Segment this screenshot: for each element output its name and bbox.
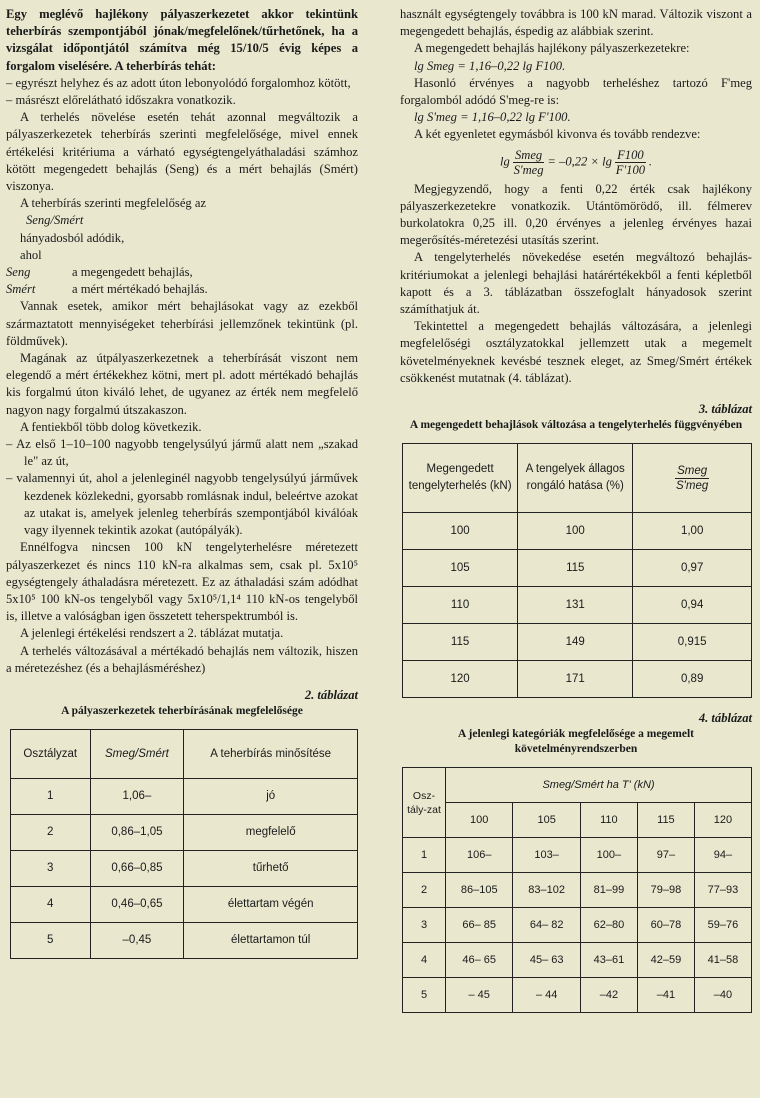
table-row bbox=[403, 978, 752, 1013]
table-row bbox=[403, 661, 752, 698]
table-cell: –0,45 bbox=[90, 923, 184, 959]
table-header-cell: A tengelyek állagos rongáló hatása (%) bbox=[518, 444, 633, 513]
table-cell: 86–105 bbox=[446, 873, 513, 908]
paragraph: Hasonló érvényes a nagyobb terheléshez tartozó F'meg forgalomból adódó S'meg-re is: bbox=[400, 75, 752, 108]
table-cell: 81–99 bbox=[580, 873, 637, 908]
table-number: 3. táblázat bbox=[698, 402, 752, 417]
table-header-cell: A teherbírás minősítése bbox=[184, 730, 358, 779]
table-cell: –41 bbox=[637, 978, 694, 1013]
table-2 bbox=[10, 729, 358, 959]
paragraph: A terhelés növelése esetén tehát azonnal megváltozik a pályaszerkezetek teherbírás szerinti megfelelősége, mivel ennek értékelési kritériuma a várható egységtengelyáthaladási számhoz kötött megengedett behajlás (Seng) és a mért behajlás (Smért) viszonya. bbox=[6, 110, 358, 194]
paragraph: Magának az útpályaszerkezetnek a teherbírását viszont nem elegendő a mért értékekhez kötni, mert pl. adott mértékadó behajlás kis forgalmú úton kiváló lehet, de ugyanez az érték nem megfelelő nagyon nagy forgalmú útszakaszon. bbox=[6, 351, 358, 417]
table-cell: 46– 65 bbox=[446, 943, 513, 978]
table-cell: 120 bbox=[403, 661, 518, 698]
table-cell: 66– 85 bbox=[446, 908, 513, 943]
table-cell: 77–93 bbox=[694, 873, 751, 908]
table-cell: 43–61 bbox=[580, 943, 637, 978]
definition-term: Smért bbox=[6, 282, 36, 297]
table-3 bbox=[402, 443, 752, 698]
definition-text: a mért mértékadó behajlás. bbox=[72, 282, 208, 297]
table-header-row bbox=[403, 444, 752, 513]
table-title: A jelenlegi kategóriák megfelelősége a megemelt követelményrendszerben bbox=[458, 728, 694, 756]
left-column bbox=[6, 6, 358, 959]
table-cell: 1 bbox=[403, 838, 446, 873]
table-cell: 105 bbox=[403, 550, 518, 587]
paragraph: A tengelyterhelés növekedése esetén megváltozó behajlás-kritériumokat a jelenlegi behajlási határértékekből a fenti képletből kapott és a 3. táblázatban összefoglalt hányadosok szerint számíthatjuk át. bbox=[400, 250, 752, 317]
table-cell: 0,46–0,65 bbox=[90, 887, 184, 923]
table-cell: 42–59 bbox=[637, 943, 694, 978]
definition-row bbox=[6, 281, 358, 298]
table-cell: 1,00 bbox=[633, 513, 752, 550]
table-cell: 45– 63 bbox=[513, 943, 580, 978]
table-cell: jó bbox=[184, 779, 358, 815]
equation-part: = –0,22 × lg bbox=[547, 154, 612, 169]
table-row bbox=[11, 923, 358, 959]
bullet-item: – másrészt előrelátható időszakra vonatkozik. bbox=[6, 93, 236, 108]
table-header-row bbox=[11, 730, 358, 779]
table-cell: 0,97 bbox=[633, 550, 752, 587]
bullet-item: – Az első 1–10–100 nagyobb tengelysúlyú jármű alatt nem „szakad le" az út, bbox=[6, 437, 358, 469]
table-header-row bbox=[403, 803, 752, 838]
fraction bbox=[615, 148, 646, 177]
equation-part: lg bbox=[499, 154, 510, 169]
table-header-cell: Smeg/Smért bbox=[90, 730, 184, 779]
table-row bbox=[403, 587, 752, 624]
table-cell: élettartam végén bbox=[184, 887, 358, 923]
table-cell: 1 bbox=[11, 779, 91, 815]
table-cell: 4 bbox=[11, 887, 91, 923]
table-cell: 2 bbox=[403, 873, 446, 908]
table-row bbox=[403, 550, 752, 587]
table-header-cell bbox=[633, 444, 752, 513]
table-header-cell: 100 bbox=[446, 803, 513, 838]
table-cell: 4 bbox=[403, 943, 446, 978]
fraction-numerator: Smeg bbox=[514, 147, 543, 162]
fraction-numerator: F100 bbox=[617, 147, 644, 162]
paragraph: A két egyenletet egymásból kivonva és tovább rendezve: bbox=[414, 127, 701, 142]
formula: lg S'meg = 1,16–0,22 lg F'100. bbox=[414, 110, 571, 125]
paragraph: A megengedett behajlás hajlékony pályaszerkezetekre: bbox=[414, 41, 690, 56]
table-cell: –42 bbox=[580, 978, 637, 1013]
table-cell: 100– bbox=[580, 838, 637, 873]
table-header-cell: Smeg/Smért ha T' (kN) bbox=[446, 768, 752, 803]
table-cell: 100 bbox=[403, 513, 518, 550]
fraction bbox=[513, 148, 544, 177]
table-cell: 62–80 bbox=[580, 908, 637, 943]
table-header-cell: 110 bbox=[580, 803, 637, 838]
table-cell: 5 bbox=[403, 978, 446, 1013]
paragraph: Vannak esetek, amikor mért behajlásokat vagy az ezekből származtatott mennyiségeket teherbírási jellemzőnek tekintünk (pl. földművek). bbox=[6, 299, 358, 348]
table-cell: 149 bbox=[518, 624, 633, 661]
paragraph: A fentiekből több dolog következik. bbox=[20, 419, 202, 434]
table-row bbox=[403, 513, 752, 550]
table-cell: –40 bbox=[694, 978, 751, 1013]
fraction bbox=[675, 464, 709, 493]
table-cell: 59–76 bbox=[694, 908, 751, 943]
table-header-cell: 120 bbox=[694, 803, 751, 838]
table-cell: – 45 bbox=[446, 978, 513, 1013]
table-cell: 106– bbox=[446, 838, 513, 873]
table-header-cell: Osztályzat bbox=[11, 730, 91, 779]
table-cell: 110 bbox=[403, 587, 518, 624]
paragraph: használt egységtengely továbbra is 100 kN marad. Változik viszont a megengedett behajlás, éspedig az alábbiak szerint. bbox=[400, 7, 752, 39]
table-row bbox=[11, 779, 358, 815]
table-cell: 3 bbox=[403, 908, 446, 943]
table-row bbox=[403, 624, 752, 661]
table-number: 4. táblázat bbox=[698, 711, 752, 726]
table-cell: tűrhető bbox=[184, 851, 358, 887]
table-title: A megengedett behajlások változása a tengelyterhelés függvényében bbox=[409, 419, 743, 432]
paragraph: Megjegyzendő, hogy a fenti 0,22 érték csak hajlékony pályaszerkezetekre vonatkozik. Utántömörödő, ill. félmerev burkolatokra 0,25 ill. 0,20 érvényes a jelenleg érvényes hazai megerősítés-méretezési utasítás szerint. bbox=[400, 181, 752, 248]
table-cell: 0,89 bbox=[633, 661, 752, 698]
table-row bbox=[11, 887, 358, 923]
table-cell: 0,86–1,05 bbox=[90, 815, 184, 851]
table-row bbox=[403, 873, 752, 908]
table-row bbox=[11, 851, 358, 887]
table-cell: 83–102 bbox=[513, 873, 580, 908]
equation bbox=[400, 148, 752, 177]
table-cell: 171 bbox=[518, 661, 633, 698]
table-cell: 100 bbox=[518, 513, 633, 550]
table-title: A pályaszerkezetek teherbírásának megfelelősége bbox=[61, 705, 303, 718]
table-cell: 64– 82 bbox=[513, 908, 580, 943]
definition-term: Seng bbox=[6, 265, 31, 280]
paragraph: Tekintettel a megengedett behajlás változására, a jelenlegi megfelelőségi osztályzatokkal jellemzett utak a megemelt követelményeknek kevésbé tesznek eleget, az Smeg/Smért értékek csökkenést mutatnak (4. táblázat). bbox=[400, 319, 752, 385]
formula: Seng/Smért bbox=[26, 213, 84, 228]
paragraph: A terhelés változásával a mértékadó behajlás nem változik, hiszen a méretezéshez (és a behajlásméréshez) bbox=[6, 643, 358, 675]
definition-row bbox=[6, 264, 358, 281]
table-header-row bbox=[403, 768, 752, 803]
table-cell: 115 bbox=[518, 550, 633, 587]
table-row bbox=[403, 943, 752, 978]
equation-part: . bbox=[648, 154, 653, 169]
table-4 bbox=[402, 767, 752, 1013]
table-row bbox=[11, 815, 358, 851]
table-header-cell: 105 bbox=[513, 803, 580, 838]
table-header-cell: Megengedett tengelyterhelés (kN) bbox=[403, 444, 518, 513]
paragraph: A teherbírás szerinti megfelelőség az bbox=[20, 196, 207, 211]
table-cell: 94– bbox=[694, 838, 751, 873]
table-cell: – 44 bbox=[513, 978, 580, 1013]
definition-text: a megengedett behajlás, bbox=[72, 265, 193, 280]
table-row bbox=[403, 908, 752, 943]
table-cell: 3 bbox=[11, 851, 91, 887]
table-cell: 103– bbox=[513, 838, 580, 873]
table-cell: 5 bbox=[11, 923, 91, 959]
fraction-denominator: F'100 bbox=[615, 162, 646, 177]
table-cell: 79–98 bbox=[637, 873, 694, 908]
formula: lg Smeg = 1,16–0,22 lg F100. bbox=[414, 58, 566, 73]
table-cell: 2 bbox=[11, 815, 91, 851]
paragraph: ahol bbox=[20, 247, 42, 262]
paragraph: Egy meglévő hajlékony pályaszerkezetet akkor tekintünk teherbírás szempontjából jónak/megfelelőnek/tűrhetőnek, ha a vizsgálat időpontjától számítva még 15/10/5 évig képes a forgalom viselésére. A teherbírás tehát: bbox=[6, 7, 358, 73]
right-column bbox=[400, 6, 752, 1013]
table-cell: megfelelő bbox=[184, 815, 358, 851]
fraction-denominator: S'meg bbox=[676, 479, 709, 492]
table-cell: 60–78 bbox=[637, 908, 694, 943]
paragraph: hányadosból adódik, bbox=[20, 230, 125, 245]
paragraph: A jelenlegi értékelési rendszert a 2. táblázat mutatja. bbox=[20, 626, 284, 641]
table-cell: 41–58 bbox=[694, 943, 751, 978]
table-cell: 1,06– bbox=[90, 779, 184, 815]
fraction-numerator: Smeg bbox=[677, 464, 708, 477]
bullet-item: – valamennyi út, ahol a jelenleginél nagyobb tengelysúlyú járművek kezdenek közlekedni, gyorsabb romlásnak indul, beleértve azokat az utakat is, amelyek jelenleg teherbírás szempontjából kiválóak vagy ilyennek tekintik azokat (autópályák). bbox=[6, 471, 358, 538]
fraction-denominator: S'meg bbox=[513, 162, 544, 177]
table-header-cell: 115 bbox=[637, 803, 694, 838]
bullet-item: – egyrészt helyhez és az adott úton lebonyolódó forgalomhoz kötött, bbox=[6, 75, 351, 90]
table-cell: élettartamon túl bbox=[184, 923, 358, 959]
paragraph: Ennélfogva nincsen 100 kN tengelyterhelésre méretezett pályaszerkezet és nincs 110 kN-ra alkalmas sem, csak pl. 5x10⁵ egységtengely áthaladásra méretezett. Ez az áthaladási szám adódhat 5x10⁵ 100 kN-os tengelyből vagy 5x10⁵/1,1⁴ 110 kN-os tengelyből is, illetve a valóságban igen összetett teherspektrumból is. bbox=[6, 540, 358, 624]
table-number: 2. táblázat bbox=[304, 687, 358, 702]
table-cell: 0,66–0,85 bbox=[90, 851, 184, 887]
table-header-cell: Osz-tály-zat bbox=[403, 768, 446, 838]
table-cell: 131 bbox=[518, 587, 633, 624]
table-cell: 0,915 bbox=[633, 624, 752, 661]
table-cell: 97– bbox=[637, 838, 694, 873]
table-cell: 0,94 bbox=[633, 587, 752, 624]
table-row bbox=[403, 838, 752, 873]
table-cell: 115 bbox=[403, 624, 518, 661]
